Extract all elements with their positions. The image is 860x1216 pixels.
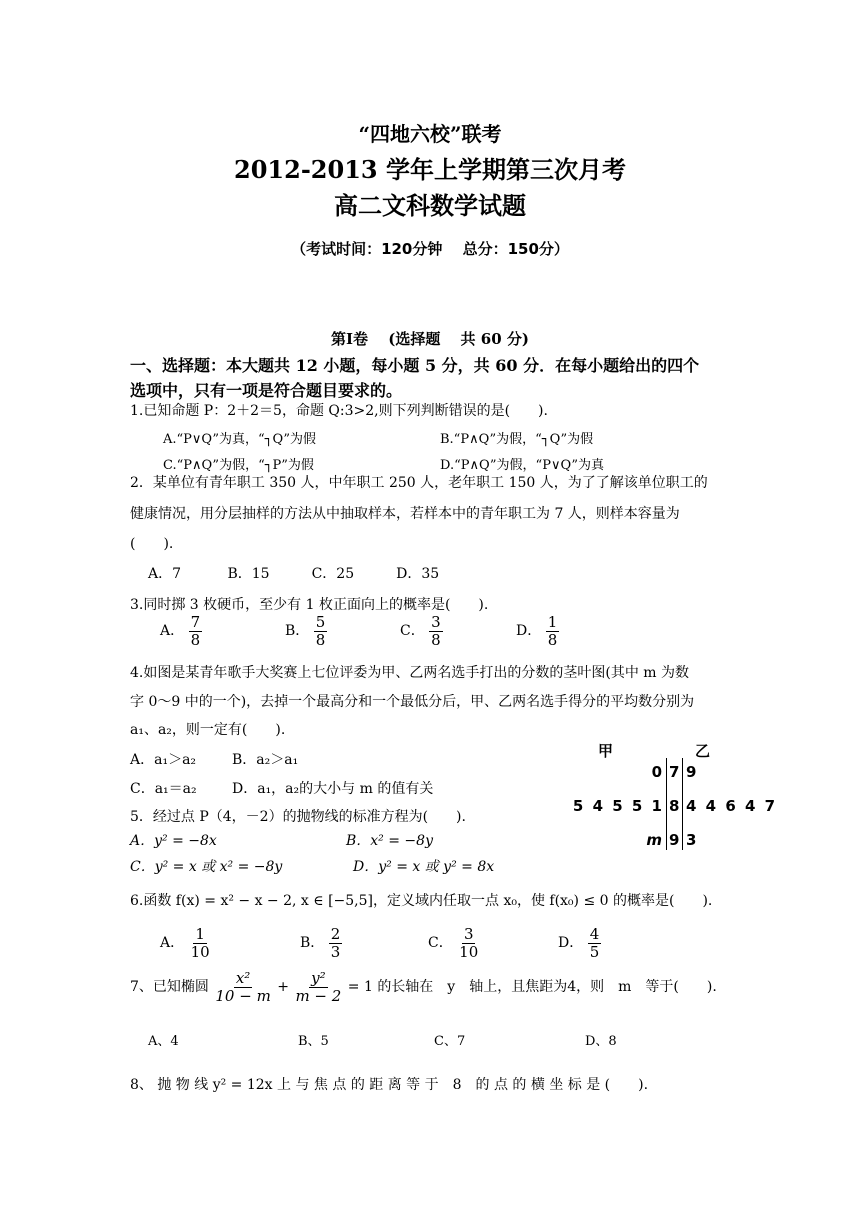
q1-option-b: B.“P∧Q”为假，“┐Q”为假 xyxy=(440,432,594,447)
q2-line2: 健康情况，用分层抽样的方法从中抽取样本，若样本中的青年职工为 7 人，则样本容量为 xyxy=(130,506,680,522)
volume-heading: 第Ⅰ卷 (选择题 共 60 分) xyxy=(331,330,529,348)
q6-option-b: B． $\frac{2}{3}$ xyxy=(300,925,341,961)
q5-stem: 5．经过点 P（4，－2）的抛物线的标准方程为( ). xyxy=(130,809,466,825)
q8-stem: 8、 抛 物 线 y² = 12x 上 与 焦 点 的 距 离 等 于 8 的 点 的 横 坐 标 是 ( ). xyxy=(130,1077,649,1093)
q5-option-b: B．x² = −8y xyxy=(346,833,433,849)
q3-stem: 3.同时掷 3 枚硬币，至少有 1 枚正面向上的概率是( ). xyxy=(130,597,489,613)
q7-option-d: D、8 xyxy=(585,1034,617,1049)
q7-option-b: B、5 xyxy=(298,1034,329,1049)
stem-leaf-row2-left: 5 4 5 5 1 xyxy=(572,797,662,815)
q6-option-c: C． $\frac{3}{10}$ xyxy=(428,925,479,961)
exam-info: （考试时间：120分钟 总分：150分） xyxy=(291,240,569,258)
q1-option-a: A.“P∨Q”为真，“┐Q”为假 xyxy=(163,432,316,447)
q3-option-a: A． $\frac{7}{8}$ xyxy=(160,613,201,649)
q2-options: A．7 B．15 C．25 D．35 xyxy=(148,566,440,582)
q6-option-a: A． $\frac{1}{10}$ xyxy=(160,925,210,961)
q4-option-b: B．a₂＞a₁ xyxy=(232,752,299,768)
q1-option-c: C.“P∧Q”为假，“┐P”为假 xyxy=(163,458,314,473)
stem-leaf-row3-right: 3 xyxy=(686,831,697,849)
q3-option-c: C． $\frac{3}{8}$ xyxy=(400,613,441,649)
exam-title-schools: “四地六校”联考 xyxy=(358,122,502,146)
q4-line1: 4.如图是某青年歌手大奖赛上七位评委为甲、乙两名选手打出的分数的茎叶图(其中 m 为数 xyxy=(130,665,689,681)
q7-option-c: C、7 xyxy=(434,1034,466,1049)
exam-title-term: 2012-2013 学年上学期第三次月考 xyxy=(234,155,626,184)
stem-leaf-right-label: 乙 xyxy=(695,742,711,760)
stem-leaf-left-label: 甲 xyxy=(598,742,614,760)
q6-stem: 6.函数 f(x) = x² − x − 2, x ∈ [−5,5]，定义域内任取一点 x₀，使 f(x₀) ≤ 0 的概率是( ). xyxy=(130,893,713,909)
stem-leaf-row3-left: m xyxy=(646,831,662,849)
stem-leaf-row1-stem: 7 xyxy=(669,763,680,781)
q1-option-d: D.“P∧Q”为假，“P∨Q”为真 xyxy=(440,458,604,473)
q5-option-d: D．y² = x 或 y² = 8x xyxy=(353,859,495,875)
q7-stem: 7、已知椭圆 $\frac{\text{x²}}{10 - m}$ + $\frac{\text{y²}}{m - 2}$ = 1 的长轴在 y 轴上，且焦距为4，则 m 等于( ). xyxy=(130,969,717,1005)
stem-leaf-row3-stem: 9 xyxy=(669,831,680,849)
q2-line1: 2．某单位有青年职工 350 人，中年职工 250 人，老年职工 150 人，为了了解该单位职工的 xyxy=(130,475,708,491)
q6-option-d: D． $\frac{4}{5}$ xyxy=(558,925,600,961)
q4-line2: 字 0～9 中的一个)，去掉一个最高分和一个最低分后，甲、乙两名选手得分的平均数分别为 xyxy=(130,694,695,710)
stem-leaf-row1-right: 9 xyxy=(686,763,697,781)
q2-line3: ( ). xyxy=(130,536,174,552)
q4-option-d: D．a₁，a₂的大小与 m 的值有关 xyxy=(232,781,434,797)
q5-option-c: C．y² = x 或 x² = −8y xyxy=(130,859,283,875)
q4-option-a: A．a₁＞a₂ xyxy=(130,752,197,768)
q1-stem: 1.已知命题 P：2＋2＝5，命题 Q:3>2,则下列判断错误的是( ). xyxy=(130,403,548,419)
stem-leaf-plot xyxy=(540,740,776,855)
stem-leaf-row2-right: 4 4 6 4 7 xyxy=(686,797,776,815)
q3-option-d: D． $\frac{1}{8}$ xyxy=(516,613,558,649)
stem-leaf-divider-left xyxy=(666,758,667,850)
stem-leaf-row2-stem: 8 xyxy=(669,797,680,815)
q7-option-a: A、4 xyxy=(148,1034,179,1049)
stem-leaf-divider-right xyxy=(682,758,683,850)
q3-option-b: B． $\frac{5}{8}$ xyxy=(285,613,326,649)
q4-line3: a₁、a₂，则一定有( ). xyxy=(130,722,286,738)
stem-leaf-row1-left: 0 xyxy=(651,763,662,781)
section-heading-line1: 一、选择题：本大题共 12 小题，每小题 5 分，共 60 分．在每小题给出的四个 xyxy=(130,356,700,375)
q5-option-a: A．y² = −8x xyxy=(130,833,217,849)
section-heading-line2: 选项中，只有一项是符合题目要求的。 xyxy=(130,381,403,400)
q4-option-c: C．a₁＝a₂ xyxy=(130,781,197,797)
exam-title-subject: 高二文科数学试题 xyxy=(334,191,526,220)
